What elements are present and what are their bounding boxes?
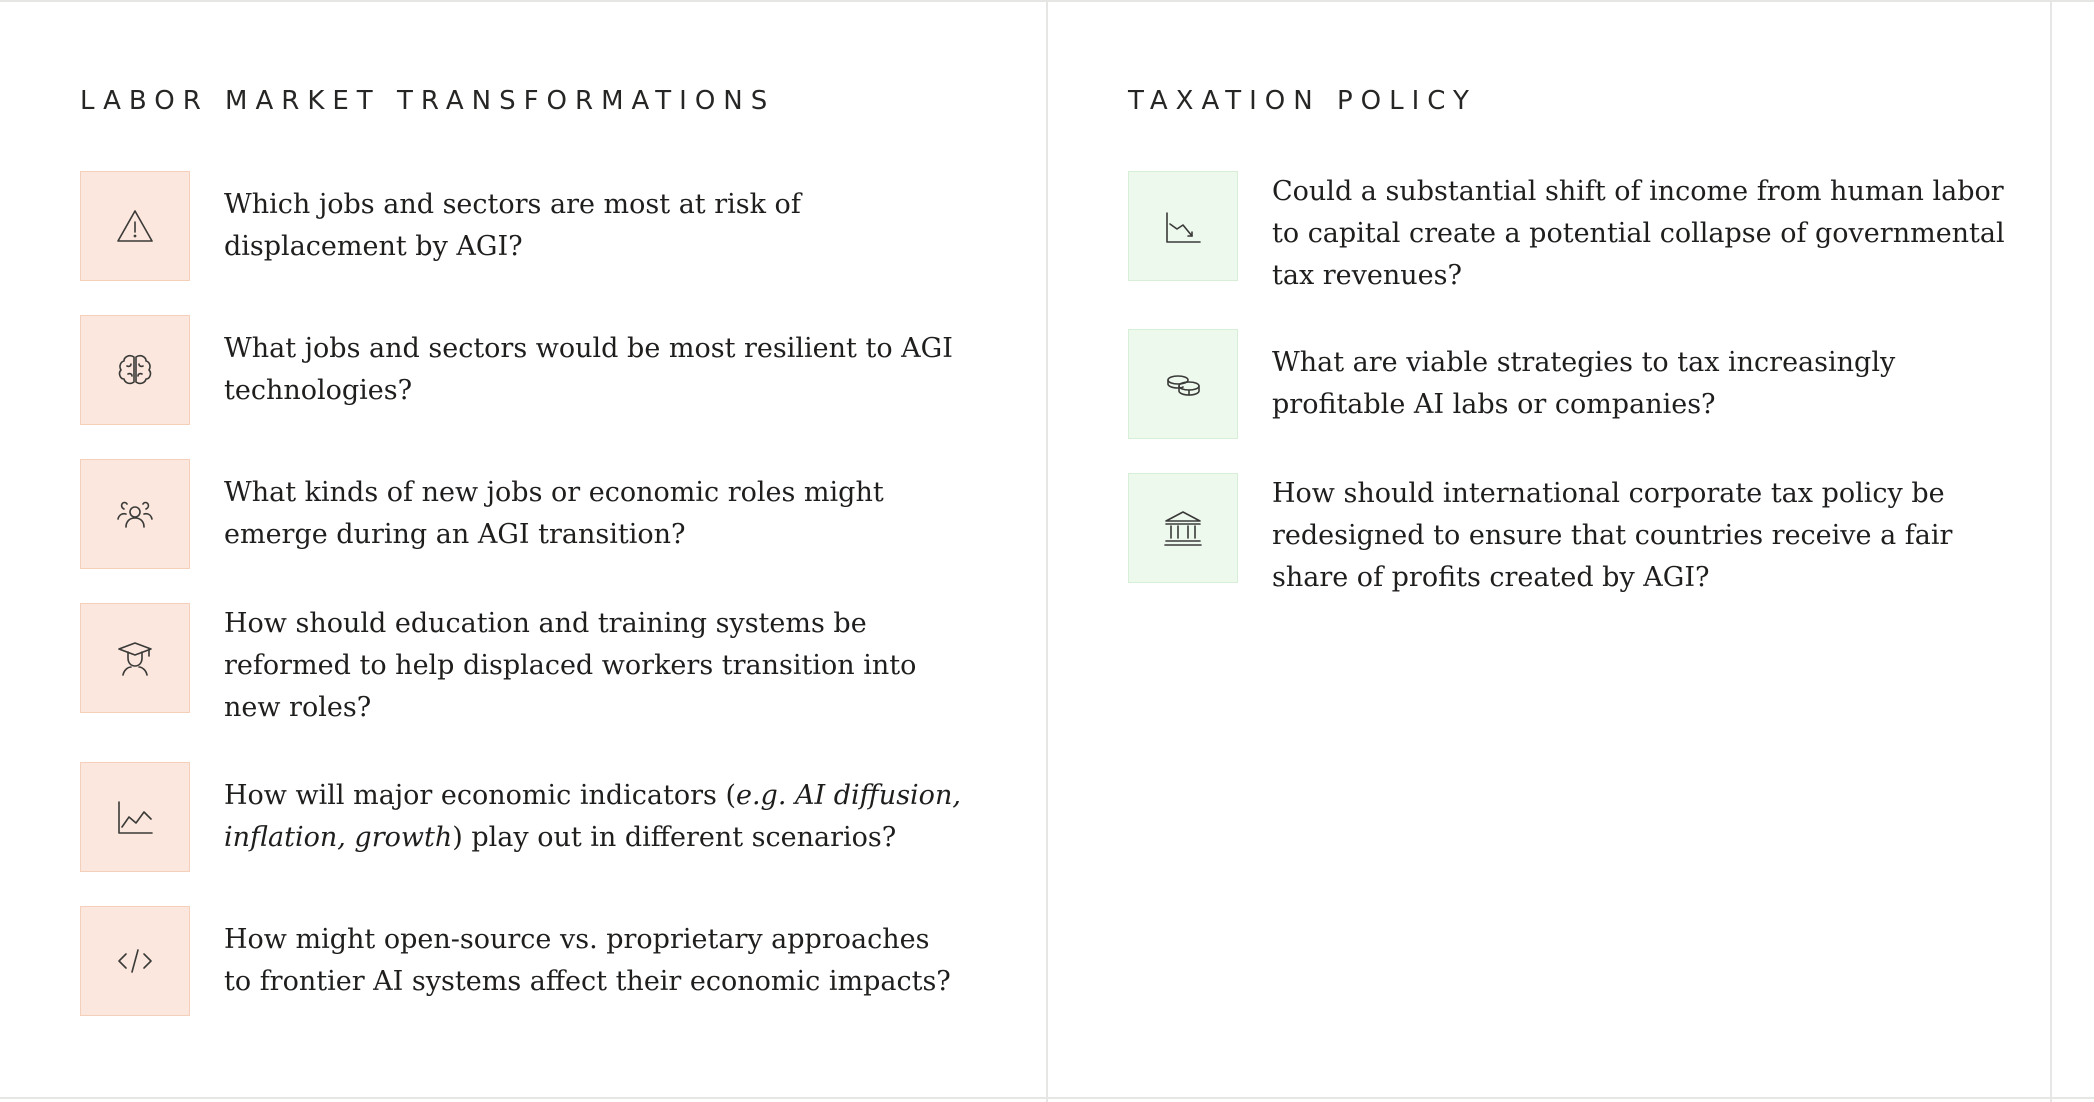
- bottom-rule: [0, 1097, 2094, 1099]
- taxation-policy-heading: TAXATION POLICY: [1128, 86, 1477, 116]
- question-text: How might open-source vs. proprietary approaches to frontier AI systems affect their economic impacts?: [224, 924, 951, 997]
- bank-building-icon: [1128, 473, 1238, 583]
- coins-icon: [1128, 329, 1238, 439]
- right-edge-rule: [2050, 2, 2052, 1102]
- declining-chart-icon: [1128, 171, 1238, 281]
- question-text: How will major economic indicators (e.g. AI diffusion, inflation, growth) play out in different scenarios?: [224, 780, 961, 853]
- question-text: How should education and training systems be reformed to help displaced workers transition into new roles?: [224, 608, 917, 723]
- question-text: Which jobs and sectors are most at risk of displacement by AGI?: [224, 189, 801, 262]
- graduate-student-icon: [80, 603, 190, 713]
- code-brackets-icon: [80, 906, 190, 1016]
- question-text: What are viable strategies to tax increasingly profitable AI labs or companies?: [1272, 347, 1896, 420]
- column-divider: [1046, 2, 1048, 1102]
- warning-triangle-icon: [80, 171, 190, 281]
- line-chart-icon: [80, 762, 190, 872]
- brain-icon: [80, 315, 190, 425]
- question-text-italic: e.g. AI diffusion, inflation, growth: [224, 780, 961, 853]
- question-text: Could a substantial shift of income from human labor to capital create a potential collapse of governmental tax revenues?: [1272, 176, 2005, 291]
- people-group-icon: [80, 459, 190, 569]
- question-text: What kinds of new jobs or economic roles might emerge during an AGI transition?: [224, 477, 884, 550]
- labor-market-heading: LABOR MARKET TRANSFORMATIONS: [80, 86, 776, 116]
- question-text: How should international corporate tax policy be redesigned to ensure that countries receive a fair share of profits created by AGI?: [1272, 478, 1953, 593]
- question-text: What jobs and sectors would be most resilient to AGI technologies?: [224, 333, 953, 406]
